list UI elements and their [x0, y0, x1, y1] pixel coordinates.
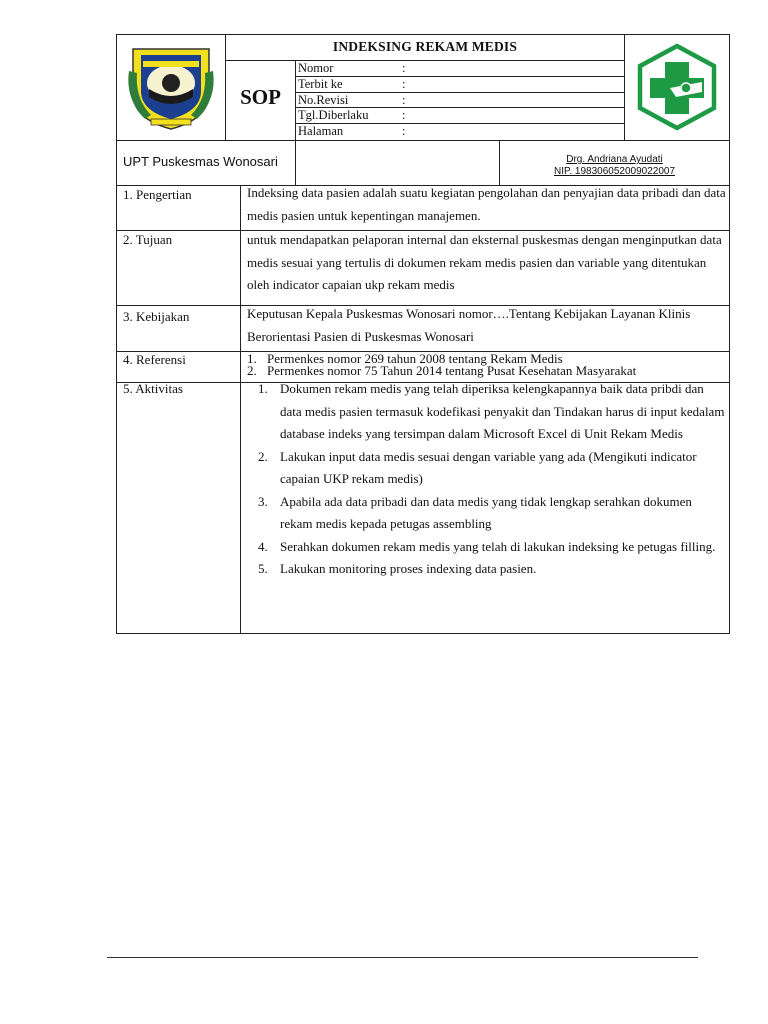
- list-item: 2. Permenkes nomor 75 Tahun 2014 tentang Pusat Kesehatan Masyarakat: [247, 363, 637, 378]
- document-title: INDEKSING REKAM MEDIS: [332, 39, 518, 54]
- section-content: [247, 378, 727, 628]
- section-content: Indeksing data pasien adalah suatu kegiatan pengolahan dan penyajian data pribadi dan data medis pasien untuk kepentingan manajemen.: [247, 185, 726, 223]
- section-label-text: 4. Referensi: [123, 352, 186, 367]
- meta-row-revisi: [296, 93, 624, 109]
- list-item: 2. Lakukan input data medis sesuai dengan variable yang ada (Mengikuti indicator capaian UKP rekam medis): [258, 448, 697, 486]
- section-aktivitas: [117, 383, 729, 633]
- regency-emblem-icon: [123, 41, 219, 133]
- meta-label: Nomor: [298, 61, 334, 75]
- organization-row: [116, 140, 730, 186]
- left-logo-cell: [117, 35, 226, 140]
- reference-list: [247, 353, 727, 377]
- meta-label: Terbit ke: [298, 76, 343, 91]
- meta-row-halaman: [296, 124, 624, 140]
- meta-row-tgl: [296, 108, 624, 124]
- metadata-table: [296, 61, 624, 140]
- puskesmas-cross-icon: [632, 42, 722, 132]
- meta-label: Halaman: [298, 124, 344, 139]
- list-item: 5. Lakukan monitoring proses indexing data pasien.: [258, 561, 537, 576]
- section-kebijakan: [117, 306, 729, 352]
- meta-colon: :: [402, 124, 406, 139]
- signatory-nip: NIP. 198306052009022007: [553, 166, 676, 177]
- list-item: 1. Permenkes nomor 269 tahun 2008 tentang Rekam Medis: [247, 351, 563, 366]
- section-label: [117, 306, 241, 351]
- section-label: [117, 186, 241, 230]
- org-blank-cell: [296, 140, 500, 185]
- signatory-name: Drg. Andriana Ayudati: [566, 154, 663, 165]
- activity-list: [247, 378, 727, 581]
- meta-row-nomor: [296, 61, 624, 77]
- footer-divider: [107, 957, 698, 958]
- meta-colon: :: [402, 108, 406, 123]
- title-cell: [226, 35, 624, 61]
- section-pengertian: [117, 186, 729, 231]
- meta-label: Tgl.Diberlaku: [298, 108, 369, 123]
- list-item: 3. Apabila ada data pribadi dan data medis yang tidak lengkap serahkan dokumen rekam medis kepada petugas assembling: [258, 493, 692, 531]
- sop-header-table: [116, 34, 730, 141]
- sop-body-table: [116, 185, 730, 634]
- meta-colon: :: [402, 76, 406, 91]
- right-logo-cell: [624, 35, 729, 140]
- section-label: [117, 352, 241, 382]
- section-label-text: 5. Aktivitas: [123, 381, 183, 396]
- meta-colon: :: [402, 92, 406, 107]
- section-label: [117, 231, 241, 305]
- section-label: [117, 383, 241, 633]
- section-label-text: 1. Pengertian: [123, 187, 192, 202]
- signatory-cell: [500, 140, 729, 185]
- section-content: untuk mendapatkan pelaporan internal dan eksternal puskesmas dengan menginputkan data medis sesuai yang tertulis di dokumen rekam medis pasien dan variable yang ditentukan oleh indicator capaian ukp rekam medis: [247, 232, 722, 292]
- sop-label: SOP: [240, 85, 281, 109]
- section-label-text: 2. Tujuan: [123, 232, 173, 247]
- section-tujuan: [117, 231, 729, 306]
- sop-label-cell: [226, 61, 296, 140]
- meta-label: No.Revisi: [298, 92, 349, 107]
- section-label-text: 3. Kebijakan: [123, 309, 190, 324]
- list-item: 4. Serahkan dokumen rekam medis yang telah di lakukan indeksing ke petugas filling.: [258, 538, 716, 554]
- list-item: 1. Dokumen rekam medis yang telah diperiksa kelengkapannya baik data pribdi dan data medis pasien termasuk kodefikasi penyakit dan Tindakan harus di input kedalam database indeks yang tersimpan dalam Microsoft Excel di Unit Rekam Medis: [258, 381, 725, 441]
- section-content: Keputusan Kepala Puskesmas Wonosari nomor….Tentang Kebijakan Layanan Klinis Berorientasi Pasien di Puskesmas Wonosari: [247, 306, 691, 344]
- org-name-cell: [117, 140, 296, 185]
- organization-name: UPT Puskesmas Wonosari: [123, 154, 278, 169]
- meta-row-terbit: [296, 77, 624, 93]
- meta-colon: :: [402, 61, 406, 75]
